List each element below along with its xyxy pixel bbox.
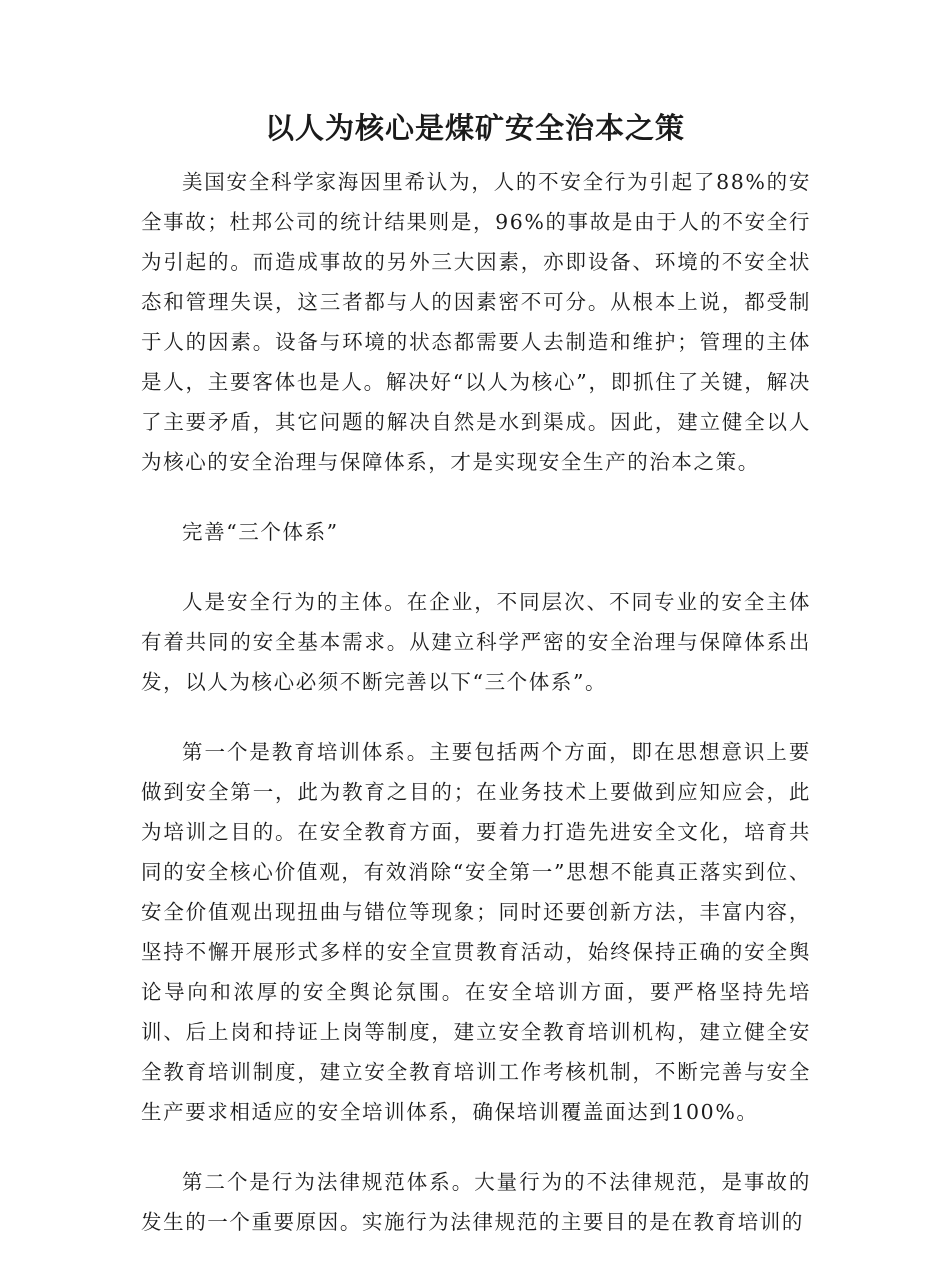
paragraph-intro: 美国安全科学家海因里希认为，人的不安全行为引起了88%的安全事故；杜邦公司的统计结果则是，96%的事故是由于人的不安全行为引起的。而造成事故的另外三大因素，亦即设备、环境的不安全状态和管理失误，这三者都与人的因素密不可分。从根本上说，都受制于人的因素。设备与环境的状态都需要人去制造和维护；管理的主体是人，主要客体也是人。解决好“以人为核心”，即抓住了关键，解决了主要矛盾，其它问题的解决自然是水到渠成。因此，建立健全以人为核心的安全治理与保障体系，才是实现安全生产的治本之策。 xyxy=(141,170,811,474)
paragraph-behavior-norms: 第二个是行为法律规范体系。大量行为的不法律规范，是事故的发生的一个重要原因。实施行为法律规范的主要目的是在教育培训的 xyxy=(141,1170,811,1234)
document-body xyxy=(141,162,811,1272)
paragraph-three-systems: 人是安全行为的主体。在企业，不同层次、不同专业的安全主体有着共同的安全基本需求。从建立科学严密的安全治理与保障体系出发，以人为核心必须不断完善以下“三个体系”。 xyxy=(141,590,811,694)
paragraph-education-training: 第一个是教育培训体系。主要包括两个方面，即在思想意识上要做到安全第一，此为教育之目的；在业务技术上要做到应知应会，此为培训之目的。在安全教育方面，要着力打造先进安全文化，培育共同的安全核心价值观，有效消除“安全第一”思想不能真正落实到位、安全价值观出现扭曲与错位等现象；同时还要创新方法，丰富内容，坚持不懈开展形式多样的安全宣贯教育活动，始终保持正确的安全舆论导向和浓厚的安全舆论氛围。在安全培训方面，要严格坚持先培训、后上岗和持证上岗等制度，建立安全教育培训机构，建立健全安全教育培训制度，建立安全教育培训工作考核机制，不断完善与安全生产要求相适应的安全培训体系，确保培训覆盖面达到100%。 xyxy=(141,740,811,1124)
document-title: 以人为核心是煤矿安全治本之策 xyxy=(264,111,685,145)
section-heading: 完善“三个体系” xyxy=(182,520,339,544)
